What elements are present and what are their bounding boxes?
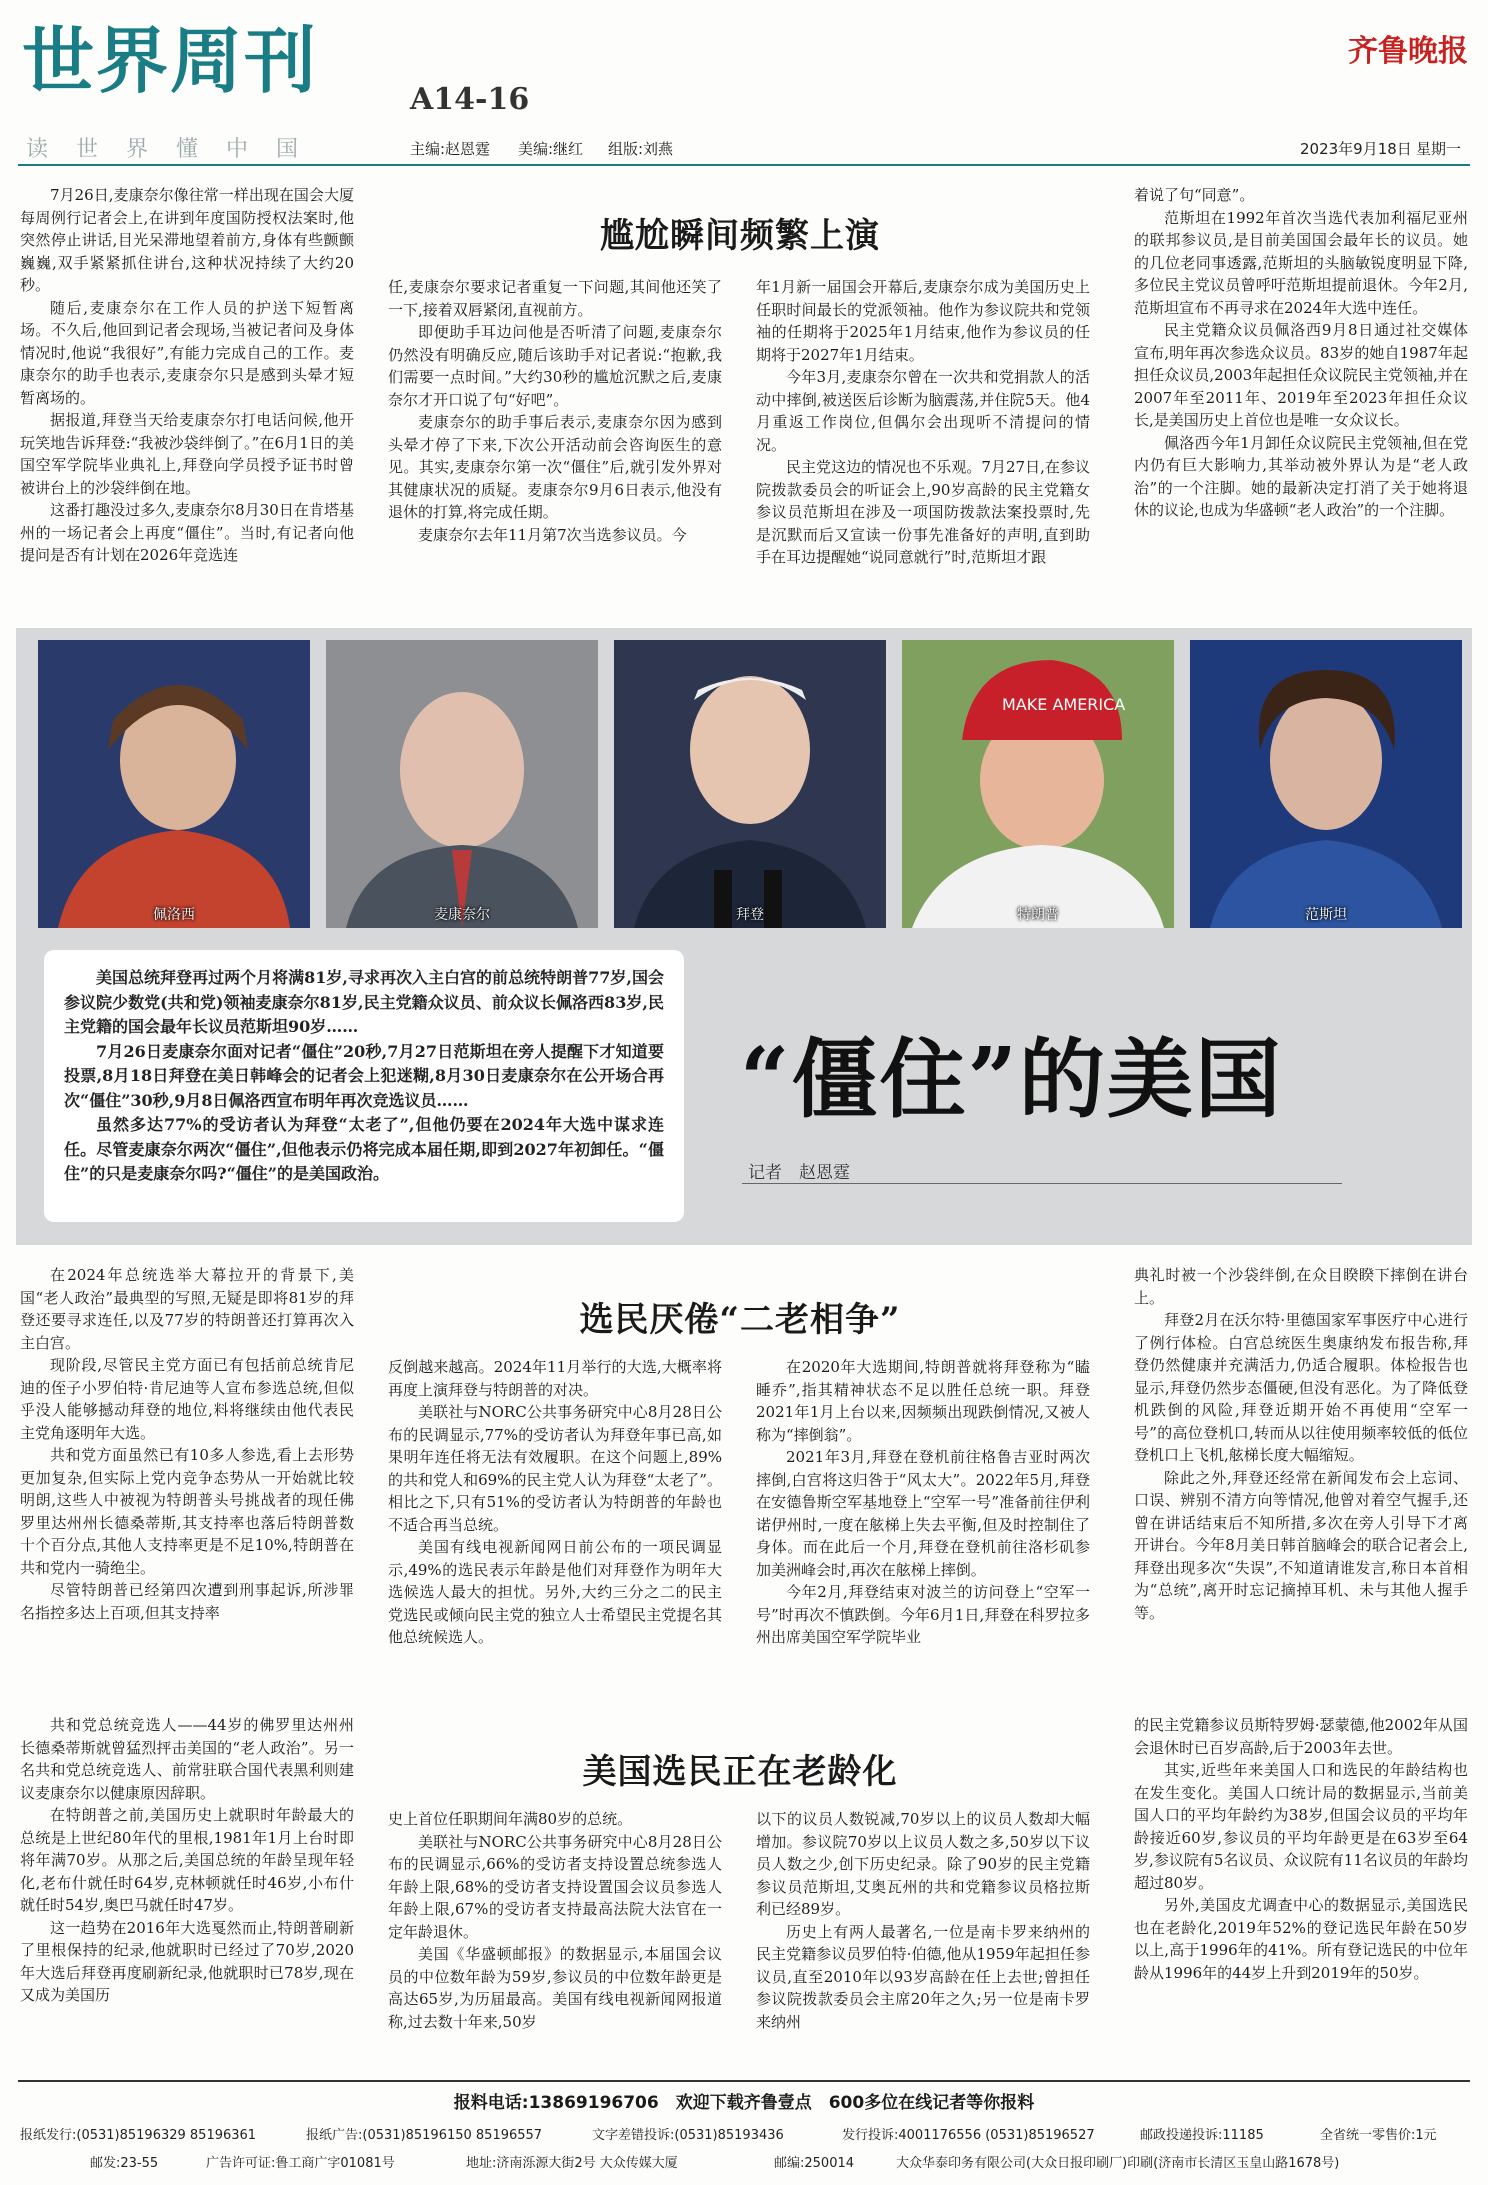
portrait-photo [1190, 640, 1462, 928]
svg-text:MAKE AMERICA: MAKE AMERICA [1002, 695, 1126, 714]
footer-info: 发行投诉:4001176556 (0531)85196527 [842, 2128, 1095, 2143]
motto-char: 国 [275, 137, 298, 162]
photo-caption: 拜登 [736, 907, 764, 923]
article-column: 的民主党籍参议员斯特罗姆·瑟蒙德,他2002年从国会退休时已百岁高龄,后于2003年去世。 其实,近些年来美国人口和选民的年龄结构也在发生变化。美国人口统计局的数据显示,当前美国人口的平均年龄约为38岁,但国会议员的平均年龄接近60岁,参议员的平均年龄更是在63岁至64岁,参议院有5名议员、众议院有11名议员的年龄均超过80岁。 另外,美国皮尤调查中心的数据显示,美国选民也在老龄化,2019年52%的登记选民年龄在50岁以上,高于1996年的41%。所有登记选民的中位年龄从1996年的44岁上升到2019年的50岁。 [1134, 1716, 1468, 1982]
masthead-rule [18, 164, 1470, 166]
motto-char: 世 [75, 137, 98, 162]
section-heading: 美国选民正在老龄化 [582, 1752, 898, 1792]
portrait-photo [614, 640, 886, 928]
footer-info: 邮发:23-55 [90, 2156, 159, 2171]
layout-credit: 组版:刘燕 [608, 140, 674, 158]
footer-info: 报纸发行:(0531)85196329 85196361 [20, 2128, 257, 2143]
section-heading: 尴尬瞬间频繁上演 [600, 216, 880, 256]
article-column: 年1月新一届国会开幕后,麦康奈尔成为美国历史上任职时间最长的党派领袖。他作为参议院共和党领袖的任期将于2025年1月结束,他作为参议员的任期将于2027年1月结束。 今年3月,麦康奈尔曾在一次共和党捐款人的活动中摔倒,被送医后诊断为脑震荡,并住院5天。他4月重返工作岗位,但偶尔会出现听不清提问的情况。 民主党这边的情况也不乐观。7月27日,在参议院拨款委员会的听证会上,90岁高龄的民主党籍女参议员范斯坦在涉及一项国防拨款法案投票时,先是沉默而后又宣读一份事先准备好的声明,直到助手在耳边提醒她“说同意就行”时,范斯坦才跟 [756, 278, 1090, 566]
lead-summary-box: 美国总统拜登再过两个月将满81岁,寻求再次入主白宫的前总统特朗普77岁,国会参议院少数党(共和党)领袖麦康奈尔81岁,民主党籍众议员、前众议长佩洛西83岁,民主党籍的国会最年长议员范斯坦90岁…… 7月26日麦康奈尔面对记者“僵住”20秒,7月27日范斯坦在旁人提醒下才知道要投票,8月18日拜登在美日韩峰会的记者会上犯迷糊,8月30日麦康奈尔在公开场合再次“僵住”30秒,9月8日佩洛西宣布明年再次竞选议员…… 虽然多达77%的受访者认为拜登“太老了”,但他仍要在2024年大选中谋求连任。尽管麦康奈尔两次“僵住”,但他表示仍将完成本届任期,即到2027年初卸任。“僵住”的只是麦康奈尔吗?“僵住”的是美国政治。 [44, 950, 684, 1222]
motto-char: 界 [125, 137, 148, 162]
photo-caption: 特朗普 [1017, 907, 1059, 923]
footer-info: 广告许可证:鲁工商广字01081号 [206, 2156, 395, 2171]
footer-rule [18, 2080, 1470, 2082]
masthead-motto [22, 132, 302, 163]
article-column: 史上首位任职期间年满80岁的总统。 美联社与NORC公共事务研究中心8月28日公布的民调显示,66%的受访者支持设置总统参选人年龄上限,68%的受访者支持设置国会议员参选人年龄上限,67%的受访者支持最高法院大法官在一定年龄退休。 美国《华盛顿邮报》的数据显示,本届国会议员的中位数年龄为59岁,参议员的中位数年龄更是高达65岁,为历届最高。美国有线电视新闻网报道称,过去数十年来,50岁 [388, 1810, 722, 2031]
reporter-byline: 记者 赵恩霆 [748, 1163, 850, 1183]
article-column: 在2024年总统选举大幕拉开的背景下,美国“老人政治”最典型的写照,无疑是即将81岁的拜登还要寻求连任,以及77岁的特朗普还打算再次入主白宫。 现阶段,尽管民主党方面已有包括前总统肯尼迪的侄子小罗伯特·肯尼迪等人宣布参选总统,但似乎没人能够撼动拜登的地位,料将继续由他代表民主党角逐明年大选。 共和党方面虽然已有10多人参选,看上去形势更加复杂,但实际上党内竞争态势从一开始就比较明朗,这些人中被视为特朗普头号挑战者的现任佛罗里达州州长德桑蒂斯,其支持率也落后特朗普数十个百分点,其他人支持率更是不足10%,特朗普在共和党内一骑绝尘。 尽管特朗普已经第四次遭到刑事起诉,所涉罪名指控多达上百项,但其支持率 [20, 1266, 354, 1622]
article-column: 在2020年大选期间,特朗普就将拜登称为“瞌睡乔”,指其精神状态不足以胜任总统一职。拜登2021年1月上台以来,因频频出现跌倒情况,又被人称为“摔倒翁”。 2021年3月,拜登在登机前往格鲁吉亚时两次摔倒,白宫将这归咎于“风太大”。2022年5月,拜登在安德鲁斯空军基地登上“空军一号”准备前往伊利诺伊州时,一度在舷梯上失去平衡,但及时控制住了身体。而在此后一个月,拜登在登机前往洛杉矶参加美洲峰会时,再次在舷梯上摔倒。 今年2月,拜登结束对波兰的访问登上“空军一号”时再次不慎跌倒。今年6月1日,拜登在科罗拉多州出席美国空军学院毕业 [756, 1358, 1090, 1646]
article-column: 共和党总统竞选人——44岁的佛罗里达州州长德桑蒂斯就曾猛烈抨击美国的“老人政治”。另一名共和党总统竞选人、前常驻联合国代表黑利则建议麦康奈尔以健康原因辞职。 在特朗普之前,美国历史上就职时年龄最大的总统是上世纪80年代的里根,1981年1月上台时即将年满70岁。从那之后,美国总统的年龄呈现年轻化,老布什就任时64岁,克林顿就任时46岁,小布什就任时54岁,奥巴马就任时47岁。 这一趋势在2016年大选戛然而止,特朗普刷新了里根保持的纪录,他就职时已经过了70岁,2020年大选后拜登再度刷新纪录,他就职时已78岁,现在又成为美国历 [20, 1716, 354, 2004]
motto-char: 读 [25, 137, 48, 162]
issue-weekday: 星期一 [1416, 140, 1462, 158]
news-hotline: 报料电话:13869196706 欢迎下载齐鲁壹点 600多位在线记者等你报料 [453, 2093, 1035, 2113]
footer-info: 文字差错投诉:(0531)85193436 [592, 2128, 784, 2143]
newspaper-logo: 齐鲁晚报 [1348, 34, 1468, 69]
masthead-title: 世界周刊 [22, 18, 319, 103]
motto-char: 中 [225, 137, 248, 162]
article-column: 以下的议员人数锐减,70岁以上的议员人数却大幅增加。参议院70岁以上议员人数之多,50岁以下议员人数之少,创下历史纪录。除了90岁的民主党籍参议员范斯坦,艾奥瓦州的共和党籍参议员格拉斯利已经89岁。 历史上有两人最著名,一位是南卡罗来纳州的民主党籍参议员罗伯特·伯德,他从1959年起担任参议员,直至2010年以93岁高龄在任上去世;曾担任参议院拨款委员会主席20年之久;另一位是南卡罗来纳州 [756, 1810, 1090, 2031]
article-column: 任,麦康奈尔要求记者重复一下问题,其间他还笑了一下,接着双唇紧闭,直视前方。 即便助手耳边问他是否听清了问题,麦康奈尔仍然没有明确反应,随后该助手对记者说:“抱歉,我们需要一点时间。”大约30秒的尴尬沉默之后,麦康奈尔才开口说了句“好吧”。 麦康奈尔的助手事后表示,麦康奈尔因为感到头晕才停了下来,下次公开活动前会咨询医生的意见。其实,麦康奈尔第一次“僵住”后,就引发外界对其健康状况的质疑。麦康奈尔9月6日表示,他没有退休的打算,将完成任期。 麦康奈尔去年11月第7次当选参议员。今 [388, 278, 722, 544]
main-headline: “僵住”的美国 [740, 1029, 1283, 1130]
issue-date: 2023年9月18日 [1300, 140, 1412, 158]
byline-rule [742, 1183, 1342, 1184]
article-column: 着说了句“同意”。 范斯坦在1992年首次当选代表加利福尼亚州的联邦参议员,是目前美国国会最年长的议员。她的几位老同事透露,范斯坦的头脑敏锐度明显下降,多位民主党议员曾呼吁范斯坦提前退休。今年2月,范斯坦宣布不再寻求在2024年大选中连任。 民主党籍众议员佩洛西9月8日通过社交媒体宣布,明年再次参选众议员。83岁的她自1987年起担任众议员,2003年起担任众议院民主党领袖,并在2007年至2011年、2019年至2023年担任众议长,是美国历史上首位也是唯一女众议长。 佩洛西今年1月卸任众议院民主党领袖,但在党内仍有巨大影响力,其举动被外界认为是“老人政治”的一个注脚。她的最新决定打消了关于她将退休的议论,也成为华盛顿“老人政治”的一个注脚。 [1134, 186, 1468, 519]
article-column: 7月26日,麦康奈尔像往常一样出现在国会大厦每周例行记者会上,在讲到年度国防授权法案时,他突然停止讲话,目光呆滞地望着前方,身体有些颤颤巍巍,双手紧紧抓住讲台,这种状况持续了大约20秒。 随后,麦康奈尔在工作人员的护送下短暂离场。不久后,他回到记者会现场,当被记者问及身体情况时,他说“我很好”,有能力完成自己的工作。麦康奈尔的助手也表示,麦康奈尔只是感到头晕才短暂离场的。 据报道,拜登当天给麦康奈尔打电话问候,他开玩笑地告诉拜登:“我被沙袋绊倒了。”在6月1日的美国空军学院毕业典礼上,拜登向学员授予证书时曾被讲台上的沙袋绊倒在地。 这番打趣没过多久,麦康奈尔8月30日在肯塔基州的一场记者会上再度“僵住”。当时,有记者向他提问是否有计划在2026年竞选连 [20, 186, 354, 564]
portrait-photo [326, 640, 598, 928]
motto-char: 懂 [175, 137, 198, 162]
article-column: 典礼时被一个沙袋绊倒,在众目睽睽下摔倒在讲台上。 拜登2月在沃尔特·里德国家军事医疗中心进行了例行体检。白宫总统医生奥康纳发布报告称,拜登仍然健康并充满活力,仍适合履职。体检报告也显示,拜登仍然步态僵硬,但没有恶化。为了降低登机跌倒的风险,拜登近期开始不再使用“空军一号”的高位登机口,转而从以往使用频率较低的低位登机口上飞机,舷梯长度大幅缩短。 除此之外,拜登还经常在新闻发布会上忘词、口误、辨别不清方向等情况,他曾对着空气握手,还曾在讲话结束后不知所措,多次在旁人引导下才离开讲台。今年8月美日韩首脑峰会的联合记者会上,拜登出现多次“失误”,不知道请谁发言,称日本首相为“总统”,离开时忘记摘掉耳机、未与其他人握手等。 [1134, 1266, 1468, 1622]
footer-info: 大众华泰印务有限公司(大众日报印刷厂)印刷(济南市长清区玉皇山路1678号) [896, 2156, 1340, 2171]
footer-info: 地址:济南泺源大街2号 大众传媒大厦 [466, 2156, 678, 2171]
photo-caption: 佩洛西 [153, 907, 195, 923]
page-number: A14-16 [410, 82, 530, 117]
footer-info: 邮编:250014 [774, 2156, 855, 2171]
photo-caption: 麦康奈尔 [434, 907, 490, 923]
art-credit: 美编:继红 [518, 140, 584, 158]
section-heading: 选民厌倦“二老相争” [579, 1300, 901, 1340]
footer-info: 全省统一零售价:1元 [1320, 2128, 1437, 2143]
photo-caption: 范斯坦 [1305, 907, 1347, 923]
article-column: 反倒越来越高。2024年11月举行的大选,大概率将再度上演拜登与特朗普的对决。 美联社与NORC公共事务研究中心8月28日公布的民调显示,77%的受访者认为拜登年事已高,如果明年连任将无法有效履职。在这个问题上,89%的共和党人和69%的民主党人认为拜登“太老了”。相比之下,只有51%的受访者认为特朗普的年龄也不适合再当总统。 美国有线电视新闻网日前公布的一项民调显示,49%的选民表示年龄是他们对拜登作为明年大选候选人最大的担忧。另外,大约三分之二的民主党选民或倾向民主党的独立人士希望民主党提名其他总统候选人。 [388, 1358, 722, 1646]
editor-credit: 主编:赵恩霆 [410, 140, 491, 158]
portrait-photo [902, 640, 1174, 928]
footer-info: 报纸广告:(0531)85196150 85196557 [306, 2128, 543, 2143]
footer-info: 邮政投递投诉:11185 [1140, 2128, 1264, 2143]
portrait-photo [38, 640, 310, 928]
